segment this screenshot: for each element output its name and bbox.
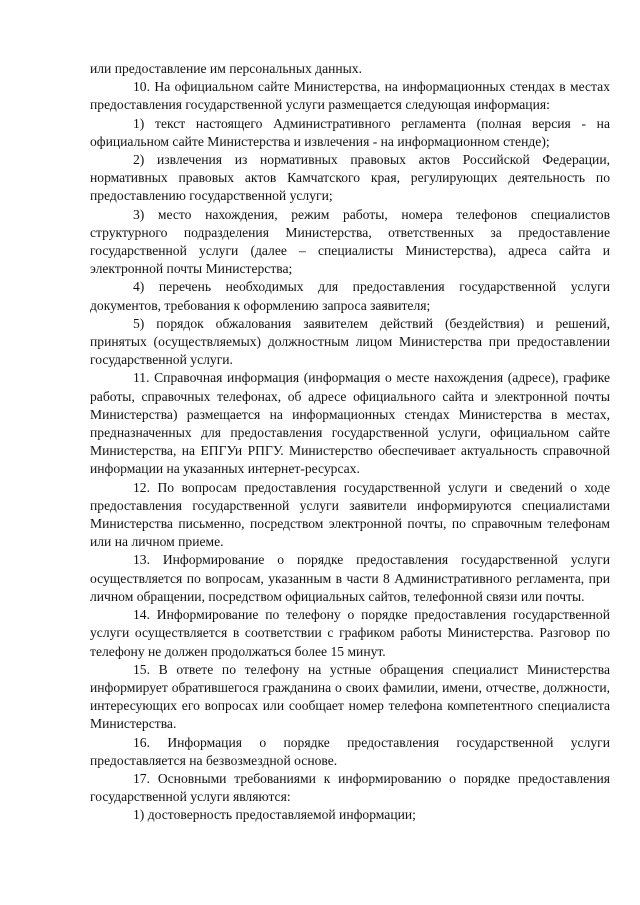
paragraph-subitem-1: 1) текст настоящего Административного регламента (полная версия - на официальном сайте Министерства и извлечения - на информационном стенде); — [90, 115, 610, 149]
paragraph-item-17: 17. Основными требованиями к информированию о порядке предоставления государственной услуги являются: — [90, 770, 610, 805]
paragraph-item-16: 16. Информация о порядке предоставления государственной услуги предоставляется на безвозмездной основе. — [90, 734, 610, 768]
paragraph-item-10: 10. На официальном сайте Министерства, на информационных стендах в местах предоставления государственной услуги размещается следующая информация: — [90, 79, 610, 113]
paragraph-0: или предоставление им персональных данных. — [90, 61, 362, 76]
paragraph-subitem-2: 2) извлечения из нормативных правовых актов Российской Федерации, нормативных правовых актов Камчатского края, регулирующих деятельность по предоставлению государственной услуги; — [90, 152, 610, 204]
paragraph-item-11: 11. Справочная информация (информация о месте нахождения (адресе), графике работы, справочных телефонах, об адресе официального сайта и электронной почты Министерства) размещается на информационных стендах Министерства в местах, предназначенных для предоставления государственной услуги, официальном сайте Министерства, на ЕПГУи РПГУ. Министерство обеспечивает актуальность справочной информации на указанных интернет-ресурсах. — [90, 370, 610, 477]
paragraph-item-12: 12. По вопросам предоставления государственной услуги и сведений о ходе предоставления государственной услуги заявители информируются специалистами Министерства письменно, посредством электронной почты, по справочным телефонам или на личном приеме. — [90, 479, 610, 550]
paragraph-item-14: 14. Информирование по телефону о порядке предоставления государственной услуги осуществляется в соответствии с графиком работы Министерства. Разговор по телефону не должен продолжаться более 15 минут. — [90, 607, 610, 659]
paragraph-item-15: 15. В ответе по телефону на устные обращения специалист Министерства информирует обратившегося гражданина о своих фамилии, имени, отчестве, должности, интересующих его вопросах или сообщает номер телефона компетентного специалиста Министерства. — [90, 661, 610, 732]
paragraph-item-13: 13. Информирование о порядке предоставления государственной услуги осуществляется по вопросам, указанным в части 8 Административного регламента, при личном обращении, посредством официальных сайтов, телефонной связи или почты. — [90, 552, 610, 604]
paragraph-subitem-3: 3) место нахождения, режим работы, номера телефонов специалистов структурного подразделения Министерства, ответственных за предоставление государственной услуги (далее – специалисты Министерства), адреса сайта и электронной почты Министерства; — [90, 206, 610, 277]
paragraph-subitem-5: 5) порядок обжалования заявителем действий (бездействия) и решений, принятых (осуществляемых) должностным лицом Министерства при предоставлении государственной услуги. — [90, 315, 610, 368]
paragraph-subitem-4: 4) перечень необходимых для предоставления государственной услуги документов, требования к оформлению запроса заявителя; — [90, 279, 610, 313]
paragraph-subitem-1-accuracy: 1) достоверность предоставляемой информации; — [133, 807, 416, 823]
document-body — [90, 60, 610, 825]
